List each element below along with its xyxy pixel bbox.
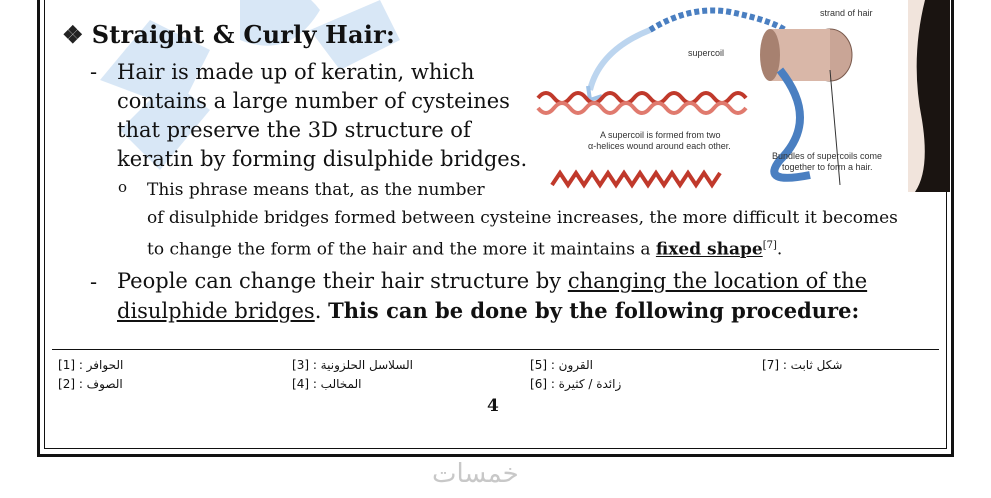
footnote-divider xyxy=(52,349,939,350)
sub-bullet-icon: o xyxy=(118,178,128,196)
point2-text: People can change their hair structure by xyxy=(117,269,568,293)
point2-line1 xyxy=(117,267,867,296)
heading-text: Straight & Curly Hair: xyxy=(91,20,396,49)
caption-left-line1: A supercoil is formed from two xyxy=(600,130,721,140)
subpoint-line3-end: . xyxy=(776,239,783,260)
point2-line2 xyxy=(117,296,859,326)
caption-right-line2: together to form a hair. xyxy=(782,162,873,172)
strand-of-hair-label: strand of hair xyxy=(820,8,873,18)
subpoint-line1: This phrase means that, as the number xyxy=(147,180,485,200)
point1-line: Hair is made up of keratin, which xyxy=(117,60,475,84)
footnote-5: القرون : [5] xyxy=(530,358,593,372)
caption-left-line2: α-helices wound around each other. xyxy=(588,141,731,151)
footnote-6: زائدة / كثيرة : [6] xyxy=(530,377,622,391)
point1-line: keratin by forming disulphide bridges. xyxy=(117,147,528,171)
site-logo-watermark: خمسات xyxy=(432,459,519,489)
point2-dash: - xyxy=(90,270,98,294)
subpoint-line3 xyxy=(147,232,782,264)
hair-structure-figure xyxy=(530,0,950,192)
subpoint-line3-text: to change the form of the hair and the more it maintains a xyxy=(147,239,656,260)
diamond-bullet-icon: ❖ xyxy=(62,20,84,49)
point2-underlined: changing the location of the xyxy=(567,269,868,293)
footnote-4: المخالب : [4] xyxy=(292,377,362,391)
point2-punct: . xyxy=(314,299,329,323)
point1-paragraph xyxy=(117,58,527,174)
point1-line: contains a large number of cysteines xyxy=(117,89,510,113)
point1-dash: - xyxy=(90,60,98,84)
footnote-7: شكل ثابت : [7] xyxy=(762,358,843,372)
fixed-shape-term: fixed shape xyxy=(655,239,763,260)
footnote-1: الحوافر : [1] xyxy=(58,358,124,372)
footnote-ref: [7] xyxy=(762,240,777,251)
supercoil-label: supercoil xyxy=(688,48,725,58)
footnote-3: السلاسل الحلزونية : [3] xyxy=(292,358,414,372)
footnote-2: الصوف : [2] xyxy=(58,377,123,391)
page-number: 4 xyxy=(487,396,499,416)
section-heading xyxy=(62,20,395,49)
caption-right-line1: Bundles of supercoils come xyxy=(772,151,883,161)
point2-bold: This can be done by the following procedure: xyxy=(328,298,860,323)
point2-underlined: disulphide bridges xyxy=(117,299,315,323)
subpoint-line2: of disulphide bridges formed between cysteine increases, the more difficult it becomes xyxy=(147,208,898,228)
point1-line: that preserve the 3D structure of xyxy=(117,118,471,142)
